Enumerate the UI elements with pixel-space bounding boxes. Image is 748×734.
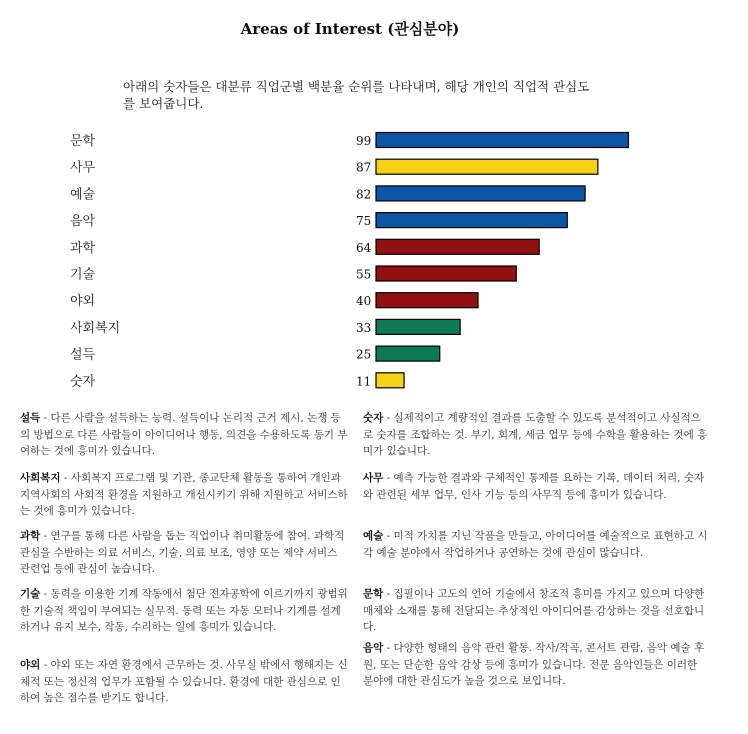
category-label: 사무 <box>70 160 96 176</box>
desc-text: 사회복지 프로그램 및 기관, 종교단체 활동을 통하여 개인과 지역사회의 사회적 환경을 지원하고 개선시키기 위해 지원하고 서비스하는 것에 흥미가 있습니다. <box>20 472 348 517</box>
bar <box>376 186 585 201</box>
value-label: 25 <box>356 347 372 362</box>
category-label: 문학 <box>70 134 96 149</box>
bar <box>376 346 440 361</box>
value-label: 11 <box>356 374 372 389</box>
bar <box>376 239 539 254</box>
desc-term: 설득 <box>20 412 41 424</box>
bar <box>376 159 598 174</box>
desc-outdoor: 야외 - 야외 또는 자연 환경에서 근무하는 것. 사무실 밖에서 행해지는 신체적 또는 정신적 업무가 포함될 수 있습니다. 환경에 대한 관심으로 인하여 높은 점수를 받기도 합니다. <box>20 659 348 704</box>
desc-term: 예술 <box>363 530 384 542</box>
desc-text: 다양한 형태의 음악 관련 활동. 작사/작곡, 콘서트 관람, 음악 예술 후원, 또는 단순한 음악 감상 등에 흥미가 있습니다. 전문 음악인들은 이러한 분야에 대한 관심도가 높을 것으로 보입니다. <box>363 642 705 687</box>
bar <box>376 266 516 281</box>
page-title: Areas of Interest (관심분야) <box>240 20 460 38</box>
intro-text: 아래의 숫자들은 대분류 직업군별 백분율 순위를 나타내며, 해당 개인의 직업적 관심도를 보여줍니다. <box>123 79 590 111</box>
desc-term: 야외 <box>20 659 41 671</box>
value-label: 99 <box>356 134 372 148</box>
desc-computational: 숫자 - 실제적이고 계량적인 결과를 도출할 수 있도록 분석적이고 사실적으로 숫자를 조합하는 것. 부기, 회계, 세금 업무 등에 수학을 활용하는 것에 흥미가 있습니다. <box>363 412 708 457</box>
desc-literary: 문학 - 집필이나 고도의 언어 기술에서 창조적 흥미를 가지고 있으며 다양한 매체와 소재를 통해 전달되는 추상적인 아이디어를 감상하는 것을 선호합니다. <box>363 588 705 633</box>
value-label: 75 <box>356 214 372 229</box>
desc-text: 야외 또는 자연 환경에서 근무하는 것. 사무실 밖에서 행해지는 신체적 또는 정신적 업무가 포함될 수 있습니다. 환경에 대한 관심으로 인하여 높은 점수를 받기도 합니다. <box>20 659 348 704</box>
bar <box>376 373 404 388</box>
value-label: 64 <box>356 240 372 255</box>
desc-term: 과학 <box>20 530 41 542</box>
value-label: 87 <box>356 160 372 175</box>
category-label: 사회복지 <box>70 320 121 336</box>
desc-term: 기술 <box>20 588 41 600</box>
desc-artistic: 예술 - 미적 가치를 지닌 작품을 만들고, 아이디어를 예술적으로 표현하고 시각 예술 분야에서 작업하거나 공연하는 것에 관심이 많습니다. <box>363 530 708 559</box>
desc-text: 실제적이고 계량적인 결과를 도출할 수 있도록 분석적이고 사실적으로 숫자를 조합하는 것. 부기, 회계, 세금 업무 등에 수학을 활용하는 것에 흥미가 있습니다. <box>363 412 708 457</box>
desc-text: 다른 사람을 설득하는 능력. 설득이나 논리적 근거 제시, 논쟁 등의 방법으로 다른 사람들이 아이디어나 행동, 의견을 수용하도록 동기 부여하는 것에 흥미가 있습니다. <box>20 412 348 457</box>
desc-term: 사회복지 <box>20 472 61 484</box>
desc-text: 미적 가치를 지닌 작품을 만들고, 아이디어를 예술적으로 표현하고 시각 예술 분야에서 작업하거나 공연하는 것에 관심이 많습니다. <box>363 530 708 559</box>
bar <box>376 213 567 228</box>
bar <box>376 293 478 308</box>
value-label: 55 <box>356 267 372 282</box>
bar <box>376 319 460 334</box>
category-label: 숫자 <box>70 374 96 390</box>
bar <box>376 133 628 148</box>
desc-term: 사무 <box>363 472 384 484</box>
desc-clerical: 사무 - 예측 가능한 결과와 구체적인 통제를 요하는 기록, 데이터 처리, 숫자와 관련된 세부 업무, 인사 기능 등의 사무직 등에 흥미가 있습니다. <box>363 472 705 501</box>
desc-persuasive: 설득 - 다른 사람을 설득하는 능력. 설득이나 논리적 근거 제시, 논쟁 등의 방법으로 다른 사람들이 아이디어나 행동, 의견을 수용하도록 동기 부여하는 것에 흥미가 있습니다. <box>20 412 348 457</box>
desc-text: 동력을 이용한 기계 작동에서 첨단 전자공학에 이르기까지 광범위한 기술적 책임이 부여되는 실무적. 동력 또는 자동 모터나 기계를 설계하거나 유지 보수, 작동, 수리하는 일에 흥미가 있습니다. <box>20 588 348 633</box>
category-label: 야외 <box>70 294 96 310</box>
interest-bar-chart <box>0 120 700 400</box>
desc-social-service: 사회복지 - 사회복지 프로그램 및 기관, 종교단체 활동을 통하여 개인과 지역사회의 사회적 환경을 지원하고 개선시키기 위해 지원하고 서비스하는 것에 흥미가 있습니다. <box>20 472 348 517</box>
desc-text: 연구를 통해 다른 사람을 돕는 직업이나 취미활동에 참여. 과학적 관심을 수반하는 의료 서비스, 기술, 의료 보조, 영양 또는 제약 서비스 관련업 등에 관심이 높습니다. <box>20 530 345 575</box>
desc-musical: 음악 - 다양한 형태의 음악 관련 활동. 작사/작곡, 콘서트 관람, 음악 예술 후원, 또는 단순한 음악 감상 등에 흥미가 있습니다. 전문 음악인들은 이러한 분야에 대한 관심도가 높을 것으로 보입니다. <box>363 642 705 687</box>
category-label: 예술 <box>70 187 96 203</box>
value-label: 40 <box>356 294 372 309</box>
desc-text: 집필이나 고도의 언어 기술에서 창조적 흥미를 가지고 있으며 다양한 매체와 소재를 통해 전달되는 추상적인 아이디어를 감상하는 것을 선호합니다. <box>363 588 705 633</box>
category-label: 과학 <box>70 240 96 256</box>
category-label: 기술 <box>70 267 96 283</box>
desc-text: 예측 가능한 결과와 구체적인 통제를 요하는 기록, 데이터 처리, 숫자와 관련된 세부 업무, 인사 기능 등의 사무직 등에 흥미가 있습니다. <box>363 472 705 501</box>
desc-term: 숫자 <box>363 412 384 424</box>
desc-mechanical: 기술 - 동력을 이용한 기계 작동에서 첨단 전자공학에 이르기까지 광범위한 기술적 책임이 부여되는 실무적. 동력 또는 자동 모터나 기계를 설계하거나 유지 보수, 작동, 수리하는 일에 흥미가 있습니다. <box>20 588 348 633</box>
value-label: 82 <box>356 187 372 202</box>
desc-term: 문학 <box>363 588 384 600</box>
category-label: 음악 <box>70 214 96 230</box>
desc-term: 음악 <box>363 642 384 654</box>
value-label: 33 <box>356 320 372 335</box>
desc-scientific: 과학 - 연구를 통해 다른 사람을 돕는 직업이나 취미활동에 참여. 과학적 관심을 수반하는 의료 서비스, 기술, 의료 보조, 영양 또는 제약 서비스 관련업 등에 관심이 높습니다. <box>20 530 345 575</box>
category-label: 설득 <box>70 347 96 363</box>
